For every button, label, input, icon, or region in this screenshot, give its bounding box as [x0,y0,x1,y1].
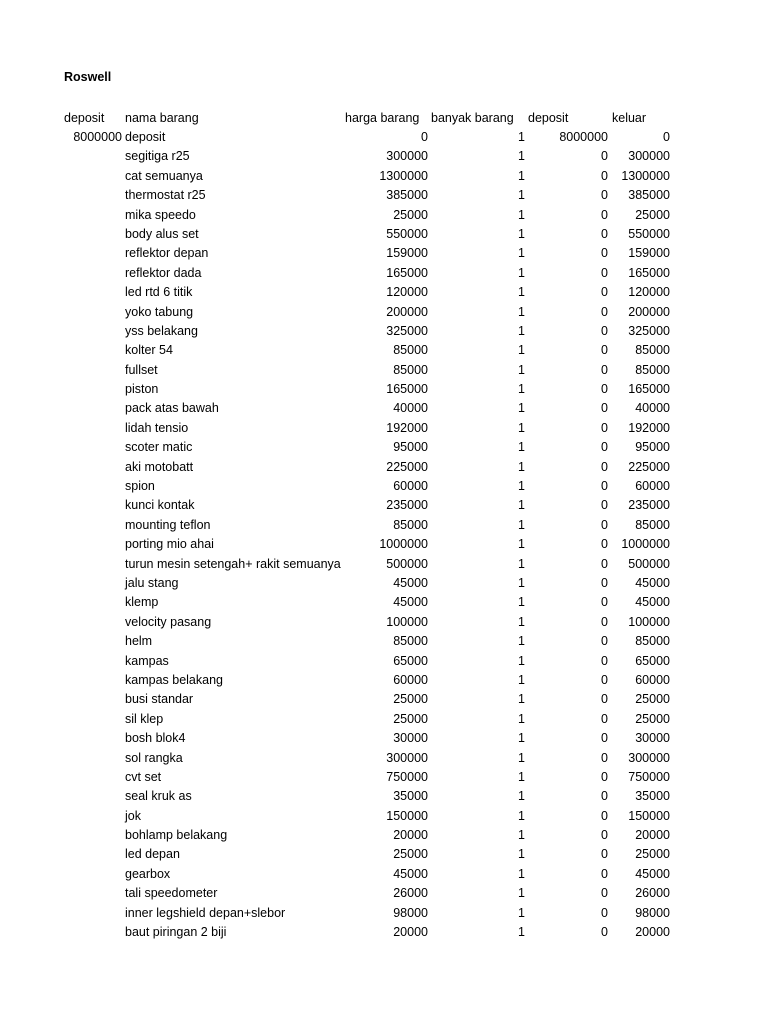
cell-deposit: 0 [601,634,608,649]
cell-deposit: 0 [601,556,608,571]
cell-harga-barang: 25000 [393,692,428,707]
cell-nama-barang: kampas belakang [125,672,223,687]
cell-deposit: 0 [601,828,608,843]
cell-nama-barang: inner legshield depan+slebor [125,905,286,920]
table-row [0,710,768,729]
cell-keluar: 26000 [635,886,670,901]
header-harga-barang: harga barang [345,111,420,125]
cell-harga-barang: 159000 [386,246,428,261]
cell-deposit: 0 [601,246,608,261]
table-row [0,593,768,612]
cell-banyak-barang: 1 [518,207,525,222]
cell-keluar: 30000 [635,731,670,746]
cell-harga-barang: 45000 [393,575,428,590]
cell-nama-barang: klemp [125,595,159,610]
header-nama-barang: nama barang [125,111,199,125]
cell-harga-barang: 35000 [393,789,428,804]
table-row [0,477,768,496]
cell-keluar: 385000 [628,188,670,203]
cell-banyak-barang: 1 [518,459,525,474]
cell-keluar: 165000 [628,382,670,397]
cell-harga-barang: 750000 [386,769,428,784]
cell-deposit: 0 [601,401,608,416]
table-row [0,787,768,806]
cell-deposit: 0 [601,304,608,319]
header-keluar: keluar [612,111,647,125]
cell-keluar: 550000 [628,226,670,241]
table-row [0,613,768,632]
cell-nama-barang: velocity pasang [125,614,212,629]
table-row [0,206,768,225]
cell-harga-barang: 225000 [386,459,428,474]
cell-nama-barang: body alus set [125,226,199,241]
cell-keluar: 25000 [635,207,670,222]
cell-keluar: 85000 [635,634,670,649]
cell-nama-barang: kunci kontak [125,498,195,513]
cell-nama-barang: pack atas bawah [125,401,219,416]
cell-banyak-barang: 1 [518,614,525,629]
cell-keluar: 25000 [635,692,670,707]
cell-banyak-barang: 1 [518,265,525,280]
cell-nama-barang: baut piringan 2 biji [125,925,227,940]
table-row [0,690,768,709]
cell-harga-barang: 45000 [393,595,428,610]
cell-deposit: 0 [601,731,608,746]
cell-keluar: 0 [663,130,670,144]
cell-nama-barang: led rtd 6 titik [125,285,193,300]
cell-banyak-barang: 1 [518,653,525,668]
cell-banyak-barang: 1 [518,246,525,261]
cell-deposit: 0 [601,207,608,222]
cell-deposit: 0 [601,440,608,455]
cell-banyak-barang: 1 [518,575,525,590]
cell-keluar: 45000 [635,595,670,610]
cell-nama-barang: mika speedo [125,207,196,222]
cell-harga-barang: 500000 [386,556,428,571]
cell-harga-barang: 20000 [393,828,428,843]
cell-nama-barang: sol rangka [125,750,183,765]
cell-keluar: 1300000 [621,168,670,183]
cell-nama-barang: bosh blok4 [125,731,186,746]
table-row [0,244,768,263]
cell-banyak-barang: 1 [518,847,525,862]
cell-keluar: 300000 [628,149,670,164]
table-row [0,729,768,748]
cell-harga-barang: 25000 [393,847,428,862]
cell-harga-barang: 85000 [393,517,428,532]
cell-banyak-barang: 1 [518,595,525,610]
cell-keluar: 225000 [628,459,670,474]
cell-harga-barang: 45000 [393,866,428,881]
table-row [0,555,768,574]
cell-banyak-barang: 1 [518,130,525,144]
cell-nama-barang: porting mio ahai [125,537,214,552]
table-row [0,283,768,302]
cell-deposit: 0 [601,226,608,241]
table-row [0,749,768,768]
cell-deposit: 0 [601,847,608,862]
cell-keluar: 25000 [635,847,670,862]
cell-banyak-barang: 1 [518,556,525,571]
cell-harga-barang: 0 [421,130,428,144]
cell-deposit: 0 [601,265,608,280]
cell-banyak-barang: 1 [518,866,525,881]
cell-nama-barang: lidah tensio [125,420,189,435]
cell-harga-barang: 385000 [386,188,428,203]
cell-harga-barang: 25000 [393,207,428,222]
cell-harga-barang: 200000 [386,304,428,319]
cell-nama-barang: kolter 54 [125,343,173,358]
header-deposit: deposit [528,111,569,125]
cell-banyak-barang: 1 [518,828,525,843]
table-row [0,826,768,845]
cell-deposit: 0 [601,692,608,707]
cell-deposit: 0 [601,459,608,474]
cell-keluar: 45000 [635,866,670,881]
cell-nama-barang: deposit [125,130,166,144]
cell-nama-barang: aki motobatt [125,459,194,474]
cell-deposit-left: 8000000 [73,130,122,144]
cell-deposit: 0 [601,188,608,203]
cell-deposit: 0 [601,420,608,435]
table-row [0,341,768,360]
cell-banyak-barang: 1 [518,168,525,183]
cell-nama-barang: spion [125,479,155,494]
cell-banyak-barang: 1 [518,517,525,532]
cell-keluar: 20000 [635,925,670,940]
cell-deposit: 0 [601,575,608,590]
cell-keluar: 35000 [635,789,670,804]
cell-keluar: 85000 [635,362,670,377]
cell-deposit: 0 [601,789,608,804]
cell-deposit: 0 [601,750,608,765]
cell-nama-barang: jok [125,808,141,823]
cell-nama-barang: busi standar [125,692,194,707]
cell-deposit: 0 [601,866,608,881]
cell-keluar: 325000 [628,323,670,338]
cell-nama-barang: jalu stang [125,575,179,590]
cell-harga-barang: 150000 [386,808,428,823]
cell-harga-barang: 300000 [386,750,428,765]
cell-keluar: 40000 [635,401,670,416]
cell-nama-barang: gearbox [125,866,171,881]
table-row [0,167,768,186]
cell-harga-barang: 1000000 [379,537,428,552]
cell-harga-barang: 25000 [393,711,428,726]
cell-banyak-barang: 1 [518,362,525,377]
cell-keluar: 750000 [628,769,670,784]
cell-deposit: 0 [601,479,608,494]
cell-banyak-barang: 1 [518,323,525,338]
cell-nama-barang: tali speedometer [125,886,218,901]
cell-nama-barang: scoter matic [125,440,193,455]
table-row [0,322,768,341]
cell-keluar: 1000000 [621,537,670,552]
cell-nama-barang: yoko tabung [125,304,194,319]
cell-harga-barang: 120000 [386,285,428,300]
cell-banyak-barang: 1 [518,226,525,241]
cell-nama-barang: sil klep [125,711,164,726]
cell-banyak-barang: 1 [518,886,525,901]
cell-deposit: 0 [601,905,608,920]
cell-nama-barang: led depan [125,847,180,862]
table-row [0,768,768,787]
cell-harga-barang: 60000 [393,672,428,687]
cell-nama-barang: turun mesin setengah+ rakit semuanya [125,556,341,571]
cell-deposit: 0 [601,323,608,338]
table-row [0,225,768,244]
header-banyak-barang: banyak barang [431,111,514,125]
cell-harga-barang: 235000 [386,498,428,513]
cell-deposit: 0 [601,653,608,668]
cell-harga-barang: 30000 [393,731,428,746]
table-row [0,671,768,690]
cell-banyak-barang: 1 [518,731,525,746]
table-row [0,438,768,457]
cell-keluar: 60000 [635,479,670,494]
table-row [0,264,768,283]
cell-deposit: 0 [601,672,608,687]
cell-nama-barang: kampas [125,653,169,668]
cell-nama-barang: reflektor dada [125,265,202,280]
table-row [0,516,768,535]
table-row [0,458,768,477]
cell-banyak-barang: 1 [518,343,525,358]
cell-banyak-barang: 1 [518,789,525,804]
cell-nama-barang: fullset [125,362,158,377]
cell-keluar: 85000 [635,343,670,358]
cell-banyak-barang: 1 [518,537,525,552]
cell-harga-barang: 325000 [386,323,428,338]
cell-nama-barang: thermostat r25 [125,188,206,203]
cell-deposit: 0 [601,614,608,629]
cell-harga-barang: 26000 [393,886,428,901]
cell-keluar: 95000 [635,440,670,455]
cell-nama-barang: mounting teflon [125,517,211,532]
cell-banyak-barang: 1 [518,479,525,494]
table-row [0,574,768,593]
cell-deposit: 0 [601,808,608,823]
cell-harga-barang: 20000 [393,925,428,940]
cell-banyak-barang: 1 [518,808,525,823]
table-row [0,399,768,418]
cell-keluar: 150000 [628,808,670,823]
table-row [0,147,768,166]
cell-banyak-barang: 1 [518,750,525,765]
cell-deposit: 0 [601,925,608,940]
cell-banyak-barang: 1 [518,905,525,920]
cell-keluar: 100000 [628,614,670,629]
cell-banyak-barang: 1 [518,382,525,397]
cell-harga-barang: 85000 [393,362,428,377]
cell-harga-barang: 165000 [386,382,428,397]
cell-nama-barang: helm [125,634,153,649]
cell-deposit: 0 [601,168,608,183]
cell-banyak-barang: 1 [518,440,525,455]
cell-keluar: 85000 [635,517,670,532]
cell-deposit: 0 [601,537,608,552]
cell-keluar: 500000 [628,556,670,571]
cell-nama-barang: reflektor depan [125,246,209,261]
cell-banyak-barang: 1 [518,304,525,319]
cell-keluar: 165000 [628,265,670,280]
table-row [0,361,768,380]
cell-deposit: 0 [601,498,608,513]
cell-banyak-barang: 1 [518,149,525,164]
cell-harga-barang: 85000 [393,634,428,649]
cell-deposit: 0 [601,517,608,532]
table-row [0,652,768,671]
cell-deposit: 0 [601,382,608,397]
cell-deposit: 0 [601,711,608,726]
table-row [0,923,768,942]
cell-deposit: 0 [601,886,608,901]
table-row [0,419,768,438]
cell-deposit: 0 [601,769,608,784]
table-row [0,845,768,864]
cell-banyak-barang: 1 [518,498,525,513]
cell-nama-barang: seal kruk as [125,789,192,804]
cell-banyak-barang: 1 [518,188,525,203]
cell-harga-barang: 100000 [386,614,428,629]
cell-nama-barang: segitiga r25 [125,149,190,164]
cell-deposit: 0 [601,149,608,164]
cell-keluar: 65000 [635,653,670,668]
table-row [0,380,768,399]
cell-keluar: 120000 [628,285,670,300]
header-deposit-left: deposit [64,111,105,125]
cell-banyak-barang: 1 [518,401,525,416]
cell-keluar: 192000 [628,420,670,435]
cell-nama-barang: yss belakang [125,323,198,338]
cell-keluar: 60000 [635,672,670,687]
cell-deposit: 0 [601,285,608,300]
cell-harga-barang: 40000 [393,401,428,416]
cell-keluar: 300000 [628,750,670,765]
cell-nama-barang: cat semuanya [125,168,203,183]
table-body [0,128,768,942]
table-row [0,128,768,147]
cell-nama-barang: bohlamp belakang [125,828,228,843]
cell-harga-barang: 165000 [386,265,428,280]
cell-keluar: 25000 [635,711,670,726]
cell-deposit: 0 [601,595,608,610]
cell-keluar: 200000 [628,304,670,319]
table-row [0,303,768,322]
table-row [0,186,768,205]
document-title: Roswell [64,70,112,84]
table-row [0,904,768,923]
cell-nama-barang: piston [125,382,159,397]
table-row [0,496,768,515]
cell-harga-barang: 550000 [386,226,428,241]
cell-keluar: 45000 [635,575,670,590]
cell-deposit: 0 [601,362,608,377]
table-row [0,535,768,554]
cell-harga-barang: 85000 [393,343,428,358]
table-row [0,807,768,826]
cell-harga-barang: 192000 [386,420,428,435]
cell-harga-barang: 95000 [393,440,428,455]
cell-harga-barang: 60000 [393,479,428,494]
cell-banyak-barang: 1 [518,711,525,726]
cell-deposit: 8000000 [559,130,608,144]
cell-nama-barang: cvt set [125,769,162,784]
table-row [0,632,768,651]
cell-banyak-barang: 1 [518,769,525,784]
table-header [0,109,768,128]
cell-banyak-barang: 1 [518,634,525,649]
cell-keluar: 98000 [635,905,670,920]
cell-banyak-barang: 1 [518,925,525,940]
cell-banyak-barang: 1 [518,692,525,707]
cell-keluar: 20000 [635,828,670,843]
cell-harga-barang: 1300000 [379,168,428,183]
cell-harga-barang: 65000 [393,653,428,668]
cell-harga-barang: 300000 [386,149,428,164]
cell-harga-barang: 98000 [393,905,428,920]
table-row [0,884,768,903]
cell-deposit: 0 [601,343,608,358]
table-row [0,865,768,884]
cell-banyak-barang: 1 [518,285,525,300]
cell-keluar: 235000 [628,498,670,513]
cell-keluar: 159000 [628,246,670,261]
cell-banyak-barang: 1 [518,672,525,687]
cell-banyak-barang: 1 [518,420,525,435]
